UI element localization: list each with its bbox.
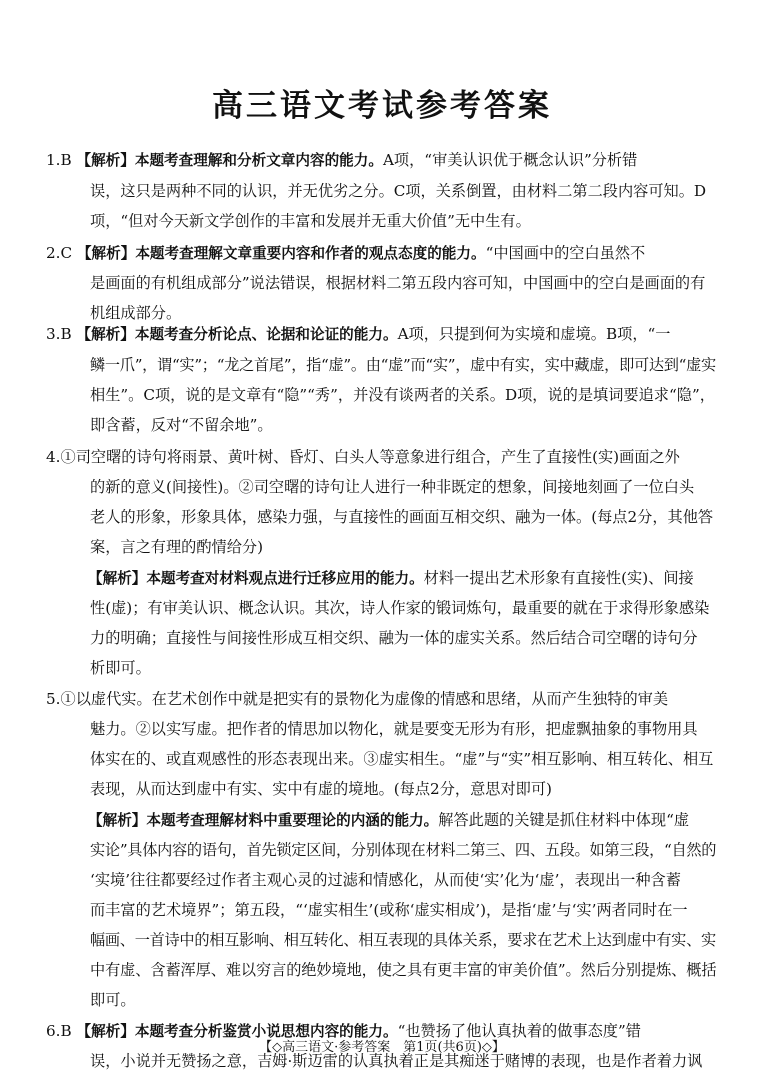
text-line [90,960,716,980]
text-line [90,303,716,323]
line-text: 误，这只是两种不同的认识，并无优劣之分。C项，关系倒置，由材料二第二段内容可知。D [90,182,707,200]
line-text: “也赞扬了他认真执着的做事态度”错 [397,1022,641,1040]
text-line [90,990,716,1010]
line-text: 性(虚)；有审美认识、概念认识。其次，诗人作家的锻词炼句，最重要的就在于求得形象感染 [90,599,710,617]
line-text: 解答此题的关键是抓住材料中体现“虚 [438,811,690,829]
question-number: 5. [46,690,61,708]
text-line [90,355,716,375]
text-line [90,507,716,527]
line-text: “中国画中的空白虽然不 [485,244,646,262]
line-text: 力的明确；直接性与间接性形成互相交织、融为一体的虚实关系。然后结合司空曙的诗句分 [90,629,698,647]
line-text: 鳞一爪”，谓“实”；“龙之首尾”，指“虚”。由“虚”而“实”，虚中有实，实中藏虚，即可达到“虚实 [90,356,716,374]
line-text: 析即可。 [90,659,151,677]
text-line [90,658,716,678]
text-line [88,810,716,831]
question-line [46,150,716,171]
line-text: 案，言之有理的酌情给分) [90,538,263,556]
line-text: 误，小说并无赞扬之意，吉姆·斯迈雷的认真执着正是其痴迷于赌博的表现，也是作者着力讽 [90,1052,703,1070]
line-text: 老人的形象，形象具体，感染力强，与直接性的画面互相交织、融为一体。(每点2分，其他答 [90,508,714,526]
line-text: 项，“但对今天新文学创作的丰富和发展并无重大价值”无中生有。 [90,212,531,230]
line-text: 幅画、一首诗中的相互影响、相互转化、相互表现的具体关系，要求在艺术上达到虚中有实、实 [90,931,716,949]
line-text: ①司空曙的诗句将雨景、黄叶树、昏灯、白头人等意象进行组合，产生了直接性(实)画面之外 [60,448,680,466]
question-number: 6.B [46,1022,77,1040]
line-text: 即可。 [90,991,136,1009]
line-text: 相生”。C项，说的是文章有“隐”“秀”，并没有谈两者的关系。D项，说的是填词要追求“隐”， [90,386,715,404]
question-number: 3.B [46,325,77,343]
line-text: 机组成部分。 [90,304,182,322]
text-line [90,870,716,890]
text-line [90,385,716,405]
question-line [46,447,716,467]
text-line [88,568,716,589]
line-text: 表现，从而达到虚中有实、实中有虚的境地。(每点2分，意思对即可) [90,780,552,798]
text-line [90,779,716,799]
text-line [90,598,716,618]
text-line [90,628,716,648]
line-text: 实论”具体内容的语句，首先锁定区间，分别体现在材料二第三、四、五段。如第三段，“自然的 [90,841,717,859]
line-text: A项，“审美认识优于概念认识”分析错 [382,151,638,169]
text-line [90,749,716,769]
text-line [90,719,716,739]
page-footer: 【◇高三语文·参考答案 第1页(共6页)◇】 [259,1040,505,1055]
line-text: 是画面的有机组成部分”说法错误，根据材料二第五段内容可知，中国画中的空白是画面的有 [90,274,706,292]
analysis-heading: 【解析】本题考查理解文章重要内容和作者的观点态度的能力。 [76,245,486,262]
question-number: 4. [46,448,61,466]
line-text: 而丰富的艺术境界”；第五段，“‘虚实相生’(或称‘虚实相成’)，是指‘虚’与‘实’两者同时在一 [90,901,688,919]
analysis-heading: 【解析】本题考查理解材料中重要理论的内涵的能力。 [88,812,439,829]
text-line [90,211,716,231]
analysis-heading: 【解析】本题考查分析论点、论据和论证的能力。 [76,326,398,343]
line-text: A项，只提到何为实境和虚境。B项，“一 [397,325,671,343]
line-text: ①以虚代实。在艺术创作中就是把实有的景物化为虚像的情感和思绪，从而产生独特的审美 [60,690,668,708]
line-text: 的新的意义(间接性)。②司空曙的诗句让人进行一种非既定的想象，间接地刻画了一位白头 [90,478,695,496]
question-line [46,243,716,264]
analysis-heading: 【解析】本题考查理解和分析文章内容的能力。 [76,152,383,169]
text-line [90,415,716,435]
line-text: 魅力。②以实写虚。把作者的情思加以物化，就是要变无形为有形，把虚飘抽象的事物用具 [90,720,698,738]
line-text: 中有虚、含蓄浑厚、难以穷言的绝妙境地，使之具有更丰富的审美价值”。然后分别提炼、概括 [90,961,717,979]
text-line [90,477,716,497]
question-line [46,689,716,709]
text-line [90,840,716,860]
text-line [90,900,716,920]
text-line [90,273,716,293]
page-title: 高三语文考试参考答案 [212,88,552,124]
text-line [90,930,716,950]
text-line [90,181,716,201]
line-text: 即含蓄，反对“不留余地”。 [90,416,273,434]
question-number: 2.C [46,244,77,262]
question-number: 1.B [46,151,77,169]
line-text: 材料一提出艺术形象有直接性(实)、间接 [423,569,694,587]
analysis-heading: 【解析】本题考查对材料观点进行迁移应用的能力。 [88,570,424,587]
analysis-heading: 【解析】本题考查分析鉴赏小说思想内容的能力。 [76,1023,398,1040]
line-text: ‘实境’往往都要经过作者主观心灵的过滤和情感化，从而使‘实’化为‘虚’，表现出一种含蓄 [90,871,681,889]
line-text: 体实在的、或直观感性的形态表现出来。③虚实相生。“虚”与“实”相互影响、相互转化、相互 [90,750,714,768]
question-line [46,324,716,345]
text-line [90,537,716,557]
